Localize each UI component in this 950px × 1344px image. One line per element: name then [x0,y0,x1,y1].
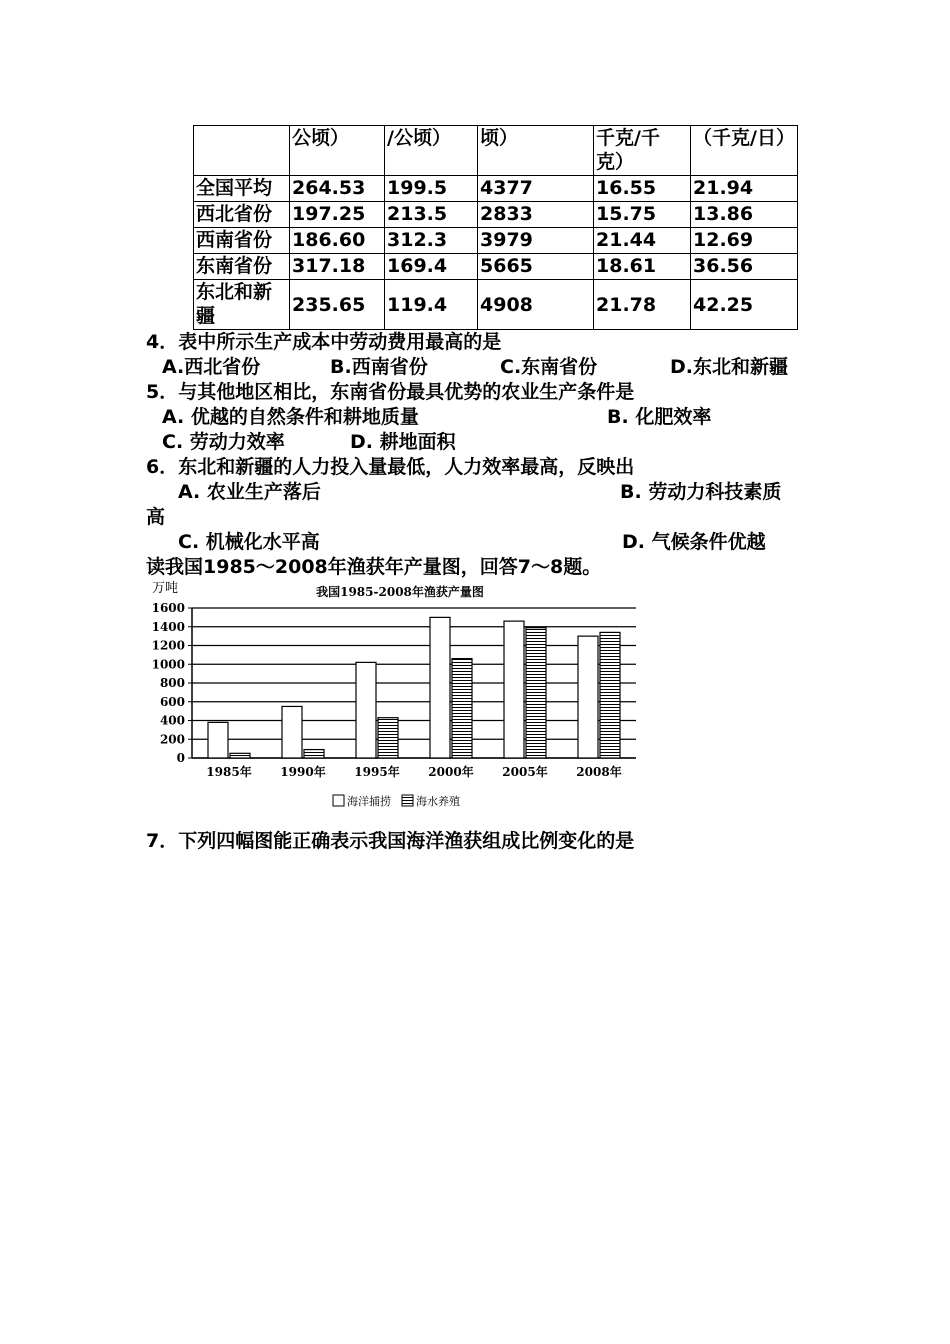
q5-option-a: A. 优越的自然条件和耕地质量 [162,406,419,428]
q5-option-d: D. 耕地面积 [350,431,456,453]
x-tick-label: 2005年 [502,765,548,779]
bar-marine-capture [208,722,228,758]
legend-swatch-aquaculture [402,795,413,806]
q6-option-b-continued: 高 [146,506,166,528]
table-cell: 21.78 [594,280,691,330]
y-tick-label: 200 [159,732,185,747]
table-cell: 235.65 [290,280,385,330]
table-cell: 西南省份 [194,228,290,254]
table-cell: 4377 [478,176,594,202]
table-cell: 16.55 [594,176,691,202]
y-tick-label: 400 [159,713,185,728]
bar-mariculture [452,659,472,758]
q6-option-c: C. 机械化水平高 [178,531,320,553]
bar-mariculture [378,718,398,758]
table-header-cell: 公顷） [290,126,385,176]
table-row [194,254,798,280]
x-tick-label: 1995年 [354,765,400,779]
legend-label-aquaculture: 海水养殖 [416,795,460,808]
table-cell: 4908 [478,280,594,330]
table-cell: 186.60 [290,228,385,254]
table-cell: 东北和新疆 [194,280,290,330]
table-cell: 18.61 [594,254,691,280]
table-header-cell: /公顷） [385,126,478,176]
table-cell: 21.44 [594,228,691,254]
fish-catch-chart [140,578,650,823]
y-axis-unit: 万吨 [152,581,179,596]
bar-marine-capture [282,706,302,758]
bar-marine-capture [356,662,376,758]
bar-mariculture [304,750,324,758]
legend [333,794,460,808]
table-cell: 2833 [478,202,594,228]
table-cell: 36.56 [691,254,798,280]
table-cell: 119.4 [385,280,478,330]
q4-option-b: B.西南省份 [330,356,428,378]
legend-swatch-capture [333,795,344,806]
table-header-cell [194,126,290,176]
q5-stem: 5．与其他地区相比，东南省份最具优势的农业生产条件是 [146,381,635,403]
q7-stem: 7．下列四幅图能正确表示我国海洋渔获组成比例变化的是 [146,830,635,852]
table-cell: 317.18 [290,254,385,280]
q6-option-b: B. 劳动力科技素质 [620,481,782,503]
y-tick-label: 800 [159,676,185,690]
chart-intro: 读我国1985～2008年渔获年产量图，回答7～8题。 [146,556,602,578]
q5-option-b: B. 化肥效率 [607,406,712,428]
table-header-row [194,126,798,176]
bar-marine-capture [504,621,524,758]
y-tick-label: 1200 [151,638,185,653]
bar-mariculture [526,628,546,758]
table-cell: 21.94 [691,176,798,202]
table-cell: 264.53 [290,176,385,202]
table-cell: 197.25 [290,202,385,228]
table-row [194,176,798,202]
table-row [194,228,798,254]
q5-option-c: C. 劳动力效率 [162,431,285,453]
y-tick-label: 1600 [151,601,185,615]
y-tick-label: 0 [176,751,185,765]
q6-option-d: D. 气候条件优越 [622,531,766,553]
table-cell: 199.5 [385,176,478,202]
bar-marine-capture [578,636,598,758]
chart-title: 我国1985-2008年渔获产量图 [316,585,484,599]
table-cell: 42.25 [691,280,798,330]
legend-label-capture: 海洋捕捞 [347,795,391,808]
table-cell: 12.69 [691,228,798,254]
table-cell: 全国平均 [194,176,290,202]
x-tick-label: 1990年 [280,765,326,779]
table-row [194,202,798,228]
q4-option-c: C.东南省份 [500,356,598,378]
table-header-cell: 千克/千克） [594,126,691,176]
x-tick-label: 2008年 [576,765,622,779]
table-cell: 西北省份 [194,202,290,228]
table-cell: 15.75 [594,202,691,228]
table-cell: 5665 [478,254,594,280]
q6-option-a: A. 农业生产落后 [178,481,321,503]
q4-option-a: A.西北省份 [162,356,261,378]
table-header-cell: 顷） [478,126,594,176]
q6-stem: 6．东北和新疆的人力投入量最低，人力效率最高，反映出 [146,456,635,478]
y-tick-label: 600 [159,694,185,709]
table-row [194,280,798,330]
table-header-cell: （千克/日） [691,126,798,176]
table-cell: 312.3 [385,228,478,254]
bar-mariculture [600,632,620,758]
cost-table [193,125,798,330]
q4-stem: 4．表中所示生产成本中劳动费用最高的是 [146,331,502,353]
q4-option-d: D.东北和新疆 [670,356,788,378]
table-cell: 13.86 [691,202,798,228]
y-tick-label: 1000 [151,657,185,672]
table-cell: 3979 [478,228,594,254]
x-tick-label: 2000年 [428,765,474,779]
bar-marine-capture [430,617,450,758]
table-cell: 东南省份 [194,254,290,280]
bar-mariculture [230,753,250,758]
x-tick-label: 1985年 [206,765,252,779]
table-cell: 169.4 [385,254,478,280]
y-tick-label: 1400 [151,619,185,634]
table-cell: 213.5 [385,202,478,228]
